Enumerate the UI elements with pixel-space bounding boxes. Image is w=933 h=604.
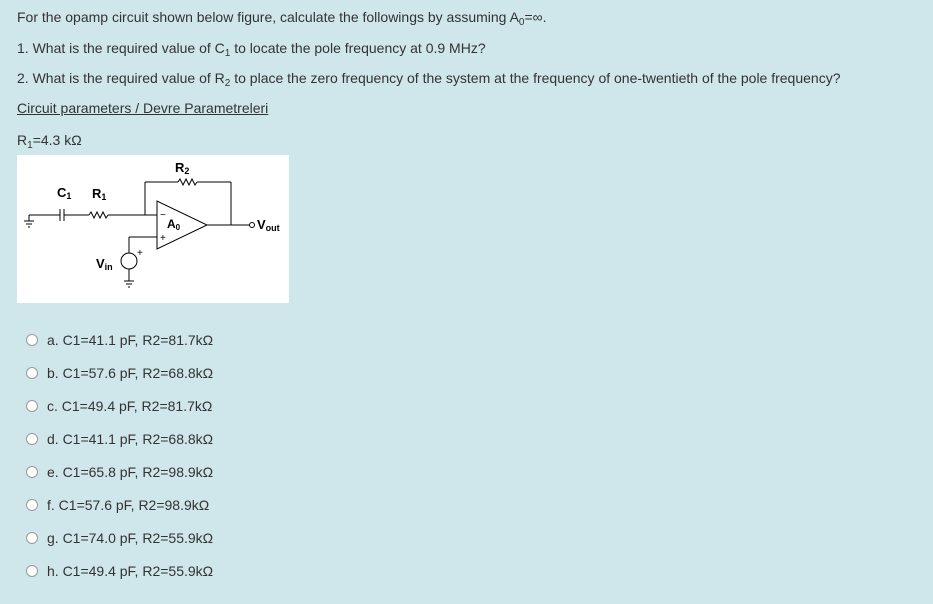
radio-button[interactable] bbox=[26, 400, 38, 412]
radio-button[interactable] bbox=[26, 532, 38, 544]
answer-option-a[interactable] bbox=[26, 329, 326, 351]
answer-option-f[interactable] bbox=[26, 494, 326, 516]
vin-label: Vin bbox=[96, 256, 113, 272]
radio-button[interactable] bbox=[26, 565, 38, 577]
opamp-plus-label: + bbox=[160, 233, 166, 244]
radio-button[interactable] bbox=[26, 466, 38, 478]
option-label: d. C1=41.1 pF, R2=68.8kΩ bbox=[47, 431, 214, 447]
vout-label: Vout bbox=[257, 217, 280, 233]
option-label: f. C1=57.6 pF, R2=98.9kΩ bbox=[47, 497, 210, 513]
source-plus-label: + bbox=[137, 248, 143, 259]
circuit-diagram bbox=[17, 155, 289, 303]
radio-button[interactable] bbox=[26, 499, 38, 511]
option-label: b. C1=57.6 pF, R2=68.8kΩ bbox=[47, 365, 214, 381]
option-label: a. C1=41.1 pF, R2=81.7kΩ bbox=[47, 332, 214, 348]
question-intro: For the opamp circuit shown below figure, calculate the followings by assuming $A_0=\infty$. bbox=[17, 9, 547, 28]
radio-button[interactable] bbox=[26, 334, 38, 346]
answer-option-e[interactable] bbox=[26, 461, 326, 483]
option-label: e. C1=65.8 pF, R2=98.9kΩ bbox=[47, 464, 214, 480]
opamp-circuit-figure bbox=[17, 155, 289, 303]
c1-label: C1 bbox=[57, 185, 72, 201]
option-label: c. C1=49.4 pF, R2=81.7kΩ bbox=[47, 398, 213, 414]
answer-option-h[interactable] bbox=[26, 560, 326, 582]
question-part-1: 1. What is the required value of $C_1$ to locate the pole frequency at 0.9 MHz? bbox=[17, 40, 486, 59]
circuit-parameters-link[interactable]: Circuit parameters / Devre Parametreleri bbox=[17, 100, 269, 116]
radio-button[interactable] bbox=[26, 367, 38, 379]
a0-label: A0 bbox=[167, 217, 181, 232]
r1-parameter: $R_1=4.3$ kΩ bbox=[17, 132, 82, 151]
r1-label: R1 bbox=[92, 186, 107, 202]
answer-option-b[interactable] bbox=[26, 362, 326, 384]
radio-button[interactable] bbox=[26, 433, 38, 445]
question-part-2: 2. What is the required value of $R_2$ to place the zero frequency of the system at the frequency of one-twentieth of the pole frequency? bbox=[17, 70, 841, 89]
option-label: h. C1=49.4 pF, R2=55.9kΩ bbox=[47, 563, 214, 579]
answer-option-c[interactable] bbox=[26, 395, 326, 417]
answer-option-d[interactable] bbox=[26, 428, 326, 450]
r2-label: R2 bbox=[175, 160, 190, 176]
option-label: g. C1=74.0 pF, R2=55.9kΩ bbox=[47, 530, 214, 546]
opamp-minus-label: − bbox=[160, 210, 166, 221]
answer-option-g[interactable] bbox=[26, 527, 326, 549]
